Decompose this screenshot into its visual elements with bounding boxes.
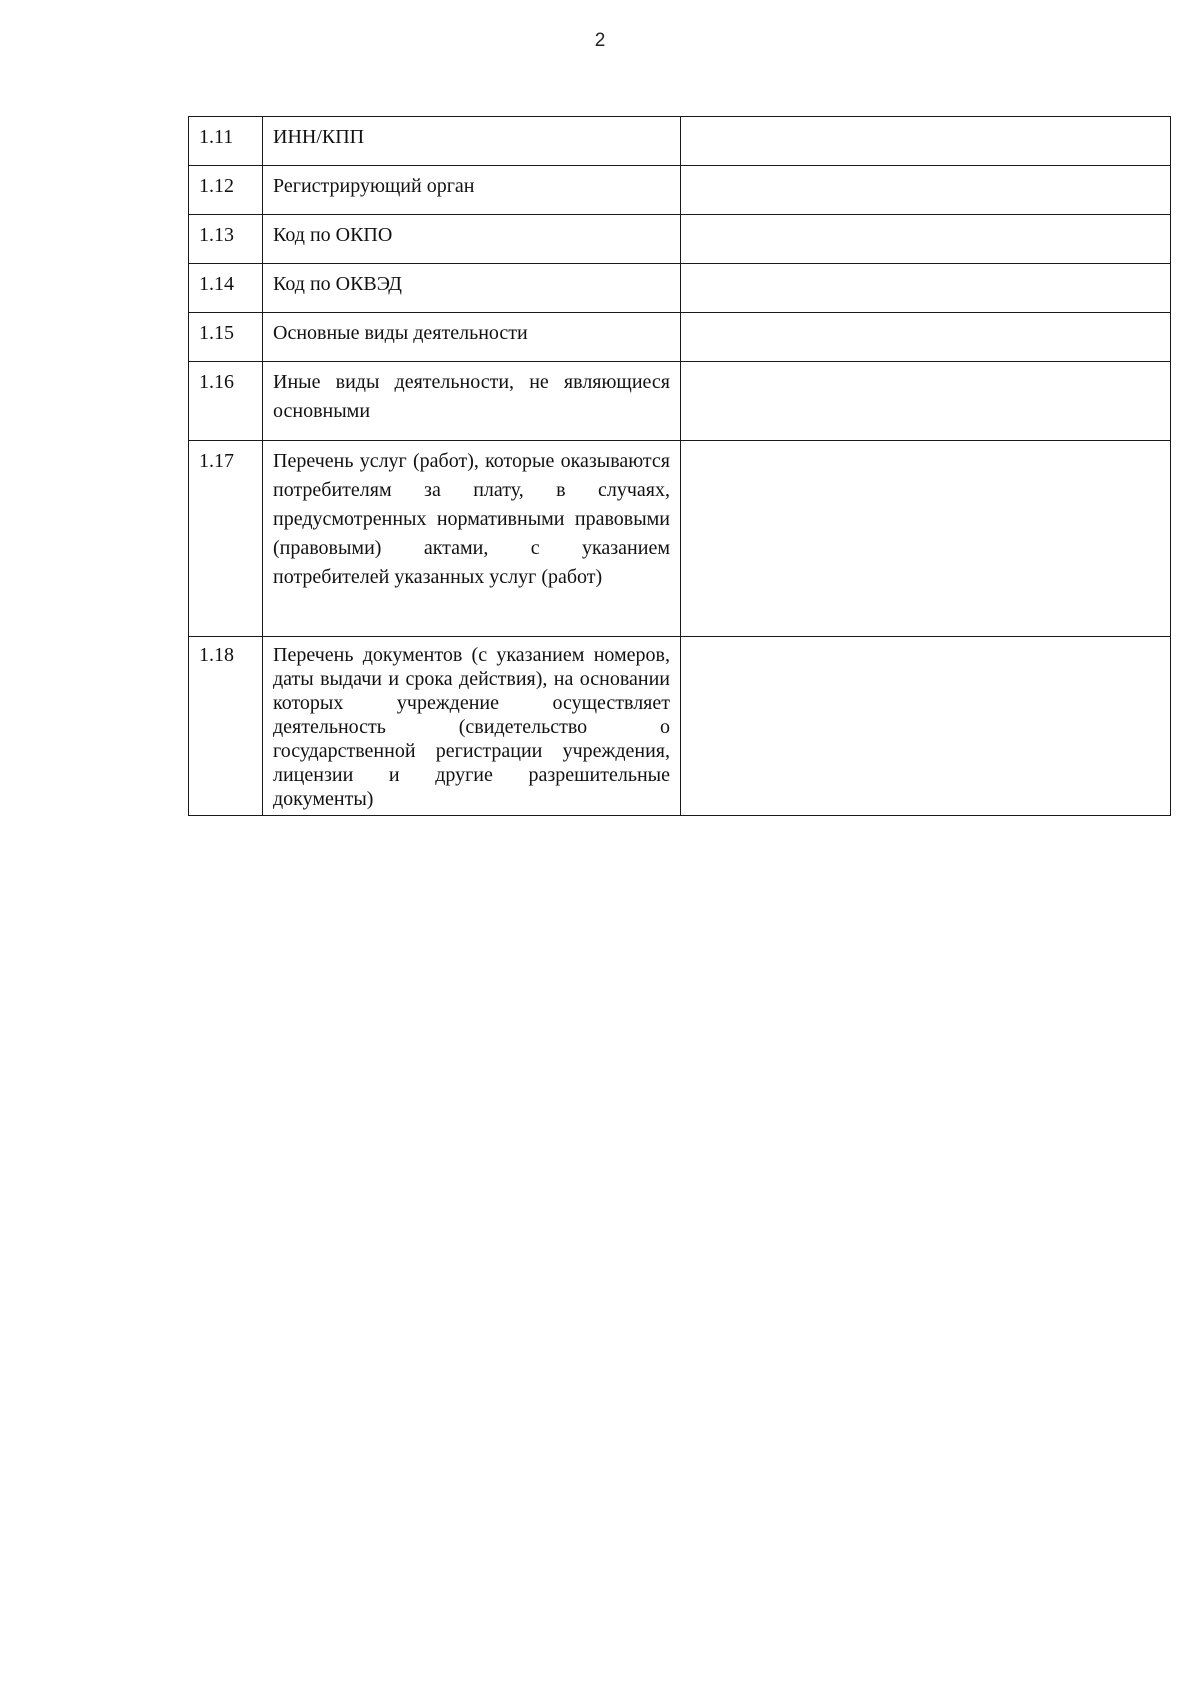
row-label: Перечень документов (с указанием номеров, даты выдачи и срока действия), на основании которых учреждение осуществляет деятельность (свидетельство о государственной регистрации учреждения, лицензии и другие разрешительные документы) (263, 637, 681, 816)
row-value (681, 117, 1171, 166)
table-row (189, 313, 1171, 362)
row-number: 1.12 (189, 166, 263, 215)
table-row (189, 215, 1171, 264)
row-label: Основные виды деятельности (263, 313, 681, 362)
row-label: Перечень услуг (работ), которые оказываются потребителям за плату, в случаях, предусмотренных нормативными правовыми (правовыми) актами, с указанием потребителей указанных услуг (работ) (263, 441, 681, 637)
row-value (681, 313, 1171, 362)
row-number: 1.17 (189, 441, 263, 637)
info-table (188, 116, 1171, 816)
row-value (681, 637, 1171, 816)
row-number: 1.11 (189, 117, 263, 166)
row-label: Иные виды деятельности, не являющиеся основными (263, 362, 681, 441)
row-value (681, 264, 1171, 313)
row-label: ИНН/КПП (263, 117, 681, 166)
row-number: 1.16 (189, 362, 263, 441)
row-label: Регистрирующий орган (263, 166, 681, 215)
table-row (189, 441, 1171, 637)
table-row (189, 264, 1171, 313)
row-number: 1.18 (189, 637, 263, 816)
page-number: 2 (594, 30, 606, 51)
row-number: 1.13 (189, 215, 263, 264)
row-value (681, 362, 1171, 441)
row-value (681, 441, 1171, 637)
row-value (681, 215, 1171, 264)
row-number: 1.15 (189, 313, 263, 362)
row-label: Код по ОКПО (263, 215, 681, 264)
row-number: 1.14 (189, 264, 263, 313)
row-label: Код по ОКВЭД (263, 264, 681, 313)
row-value (681, 166, 1171, 215)
table-row (189, 117, 1171, 166)
table-row (189, 166, 1171, 215)
table-row (189, 362, 1171, 441)
table-row (189, 637, 1171, 816)
